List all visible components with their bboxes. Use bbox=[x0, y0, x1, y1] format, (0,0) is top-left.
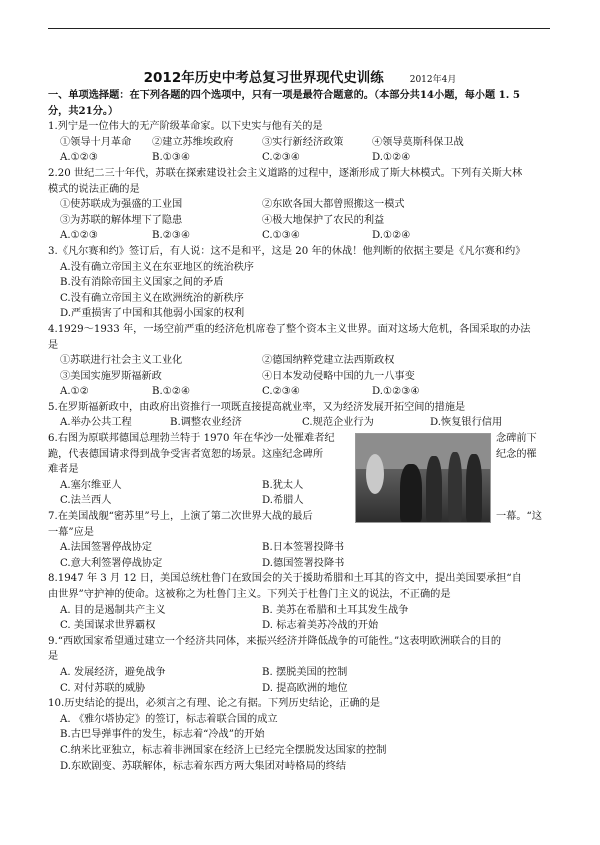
title-text: 2012年历史中考总复习世界现代史训练 bbox=[143, 70, 384, 86]
q4-options bbox=[48, 384, 550, 400]
q4-item: ①苏联进行社会主义工业化 bbox=[60, 355, 183, 367]
q2-item: ①使苏联成为强盛的工业国 bbox=[60, 199, 183, 211]
q2-option-d: D.①②④ bbox=[372, 230, 411, 242]
q2-option-a: A.①②③ bbox=[60, 230, 98, 242]
q7-stem-cont: 一幕”应是 bbox=[48, 526, 94, 538]
kneeling-at-memorial-photo bbox=[355, 433, 491, 523]
q9-option-a: A. 发展经济，避免战争 bbox=[60, 666, 166, 678]
header-rule bbox=[48, 28, 550, 29]
q8-option-d: D. 标志着美苏冷战的开始 bbox=[262, 620, 379, 632]
q5-options bbox=[48, 415, 550, 431]
q1-item: ①领导十月革命 bbox=[60, 136, 132, 148]
q6-stem-right: 念碑前下 bbox=[496, 433, 537, 445]
q6-stem-left: 6.右图为原联邦德国总理勃兰特于 1970 年在华沙一处罹难者纪 bbox=[48, 433, 335, 445]
q2-stem: 2.20 世纪二三十年代，苏联在探索建设社会主义道路的过程中，逐渐形成了斯大林模式。下列有关斯大林 bbox=[48, 167, 523, 179]
q6-stem-end: 难者是 bbox=[48, 464, 79, 476]
q2-item: ④极大地保护了农民的利益 bbox=[262, 214, 385, 226]
q4-option-b: B.①②④ bbox=[152, 386, 191, 398]
q1-option-a: A.①②③ bbox=[60, 152, 98, 164]
q2-item: ③为苏联的解体埋下了隐患 bbox=[60, 214, 183, 226]
q2-item: ②东欧各国大都曾照搬这一模式 bbox=[262, 199, 405, 211]
q4-option-d: D.①②③④ bbox=[372, 386, 420, 398]
page-title bbox=[0, 66, 600, 86]
q8-options bbox=[48, 603, 550, 619]
q1-option-b: B.①③④ bbox=[152, 152, 191, 164]
q1-option-c: C.②③④ bbox=[262, 152, 301, 164]
q5-option-d: D.恢复银行信用 bbox=[430, 417, 503, 429]
q1-option-d: D.①②④ bbox=[372, 152, 411, 164]
q4-items bbox=[48, 369, 550, 385]
q5-option-c: C.规范企业行为 bbox=[302, 417, 374, 429]
q6-option-b: B.犹太人 bbox=[262, 479, 304, 491]
q4-item: ④日本发动侵略中国的九一八事变 bbox=[262, 370, 415, 382]
q7-stem-right: 一幕。“这 bbox=[496, 511, 542, 523]
q1-stem: 1.列宁是一位伟大的无产阶级革命家。以下史实与他有关的是 bbox=[48, 121, 323, 133]
section-heading-cont: 分，共21分。） bbox=[48, 104, 119, 117]
q9-option-c: C. 对付苏联的威胁 bbox=[60, 682, 146, 694]
q7-options bbox=[48, 556, 550, 572]
q7-option-c: C.意大利签署停战协定 bbox=[60, 557, 163, 569]
q4-stem-cont: 是 bbox=[48, 339, 59, 351]
q9-stem: 9.“西欧国家希望通过建立一个经济共同体，来振兴经济并降低战争的可能性。”这表明欧洲联合的目的 bbox=[48, 635, 502, 647]
q2-items bbox=[48, 197, 550, 213]
q2-stem-cont: 模式的说法正确的是 bbox=[48, 183, 140, 195]
q7-options bbox=[48, 540, 550, 556]
q8-options bbox=[48, 618, 550, 634]
q9-stem-cont: 是 bbox=[48, 651, 59, 663]
q6-stem-left: 跪，代表德国请求得到战争受害者宽恕的场景。这座纪念碑所 bbox=[48, 448, 324, 460]
q3-option-c: C.没有确立帝国主义在欧洲统治的新秩序 bbox=[60, 292, 244, 304]
q1-item: ④领导莫斯科保卫战 bbox=[372, 136, 464, 148]
q7-option-a: A.法国签署停战协定 bbox=[60, 542, 153, 554]
q1-item: ③实行新经济政策 bbox=[262, 136, 344, 148]
q2-options bbox=[48, 228, 550, 244]
q7-option-b: B.日本签署投降书 bbox=[262, 542, 345, 554]
q10-option-b: B.古巴导弹事件的发生，标志着“冷战”的开始 bbox=[60, 729, 265, 741]
q4-item: ③美国实施罗斯福新政 bbox=[60, 370, 162, 382]
question-list bbox=[48, 88, 550, 774]
q10-option-d: D.东欧剧变、苏联解体，标志着东西方两大集团对峙格局的终结 bbox=[60, 760, 347, 772]
q4-option-c: C.②③④ bbox=[262, 386, 301, 398]
q6-stem-right: 纪念的罹 bbox=[496, 448, 537, 460]
q8-option-b: B. 美苏在希腊和土耳其发生战争 bbox=[262, 604, 409, 616]
q5-option-b: B.调整农业经济 bbox=[170, 417, 242, 429]
q7-stem-left: 7.在美国战舰“密苏里”号上，上演了第二次世界大战的最后 bbox=[48, 511, 313, 523]
q9-option-d: D. 提高欧洲的地位 bbox=[262, 682, 348, 694]
q4-item: ②德国纳粹党建立法西斯政权 bbox=[262, 355, 395, 367]
q1-item: ②建立苏维埃政府 bbox=[152, 136, 234, 148]
q6-option-d: D.希腊人 bbox=[262, 495, 304, 507]
q8-option-c: C. 美国谋求世界霸权 bbox=[60, 620, 156, 632]
q3-option-b: B.没有消除帝国主义国家之间的矛盾 bbox=[60, 277, 224, 289]
section-heading: 一、单项选择题：在下列各题的四个选项中，只有一项是最符合题意的。（本部分共14小题，每小题 1. 5 bbox=[48, 89, 520, 101]
q3-option-d: D.严重损害了中国和其他弱小国家的权利 bbox=[60, 308, 245, 320]
q4-option-a: A.①② bbox=[60, 386, 89, 398]
q6-option-a: A.塞尔维亚人 bbox=[60, 479, 122, 491]
q7-option-d: D.德国签署投降书 bbox=[262, 557, 345, 569]
q3-option-a: A.没有确立帝国主义在东亚地区的统治秩序 bbox=[60, 261, 254, 273]
q10-stem: 10.历史结论的提出，必须言之有理、论之有据。下列历史结论，正确的是 bbox=[48, 698, 381, 710]
q8-option-a: A. 目的是遏制共产主义 bbox=[60, 604, 166, 616]
q8-stem: 8.1947 年 3 月 12 日，美国总统杜鲁门在致国会的关于援助希腊和土耳其的咨文中，提出美国要承担“自 bbox=[48, 573, 522, 585]
q4-items bbox=[48, 353, 550, 369]
q9-options bbox=[48, 681, 550, 697]
q1-options bbox=[48, 150, 550, 166]
q8-stem-cont: 由世界”守护神的使命。这被称之为杜鲁门主义。下列关于杜鲁门主义的说法，不正确的是 bbox=[48, 589, 451, 600]
q1-items bbox=[48, 135, 550, 151]
q5-option-a: A.举办公共工程 bbox=[60, 417, 132, 429]
title-date: 2012年4月 bbox=[409, 75, 457, 85]
q5-stem: 5.在罗斯福新政中，由政府出资推行一项既直接提高就业率，又为经济发展开拓空间的措施是 bbox=[48, 401, 466, 413]
q2-option-c: C.①③④ bbox=[262, 230, 301, 242]
q2-items bbox=[48, 213, 550, 229]
q9-options bbox=[48, 665, 550, 681]
q3-stem: 3.《凡尔赛和约》签订后，有人说：这不是和平，这是 20 年的休战！他判断的依据主要是《凡尔赛和约》 bbox=[48, 245, 526, 257]
q9-option-b: B. 摆脱美国的控制 bbox=[262, 666, 348, 678]
q10-option-a: A. 《雅尔塔协定》的签订，标志着联合国的成立 bbox=[60, 713, 278, 725]
q6-option-c: C.法兰西人 bbox=[60, 495, 112, 507]
q10-option-c: C.纳米比亚独立，标志着非洲国家在经济上已经完全摆脱发达国家的控制 bbox=[60, 744, 387, 756]
q4-stem: 4.1929～1933 年，一场空前严重的经济危机席卷了整个资本主义世界。面对这场大危机，各国采取的办法 bbox=[48, 323, 531, 335]
q2-option-b: B.②③④ bbox=[152, 230, 191, 242]
